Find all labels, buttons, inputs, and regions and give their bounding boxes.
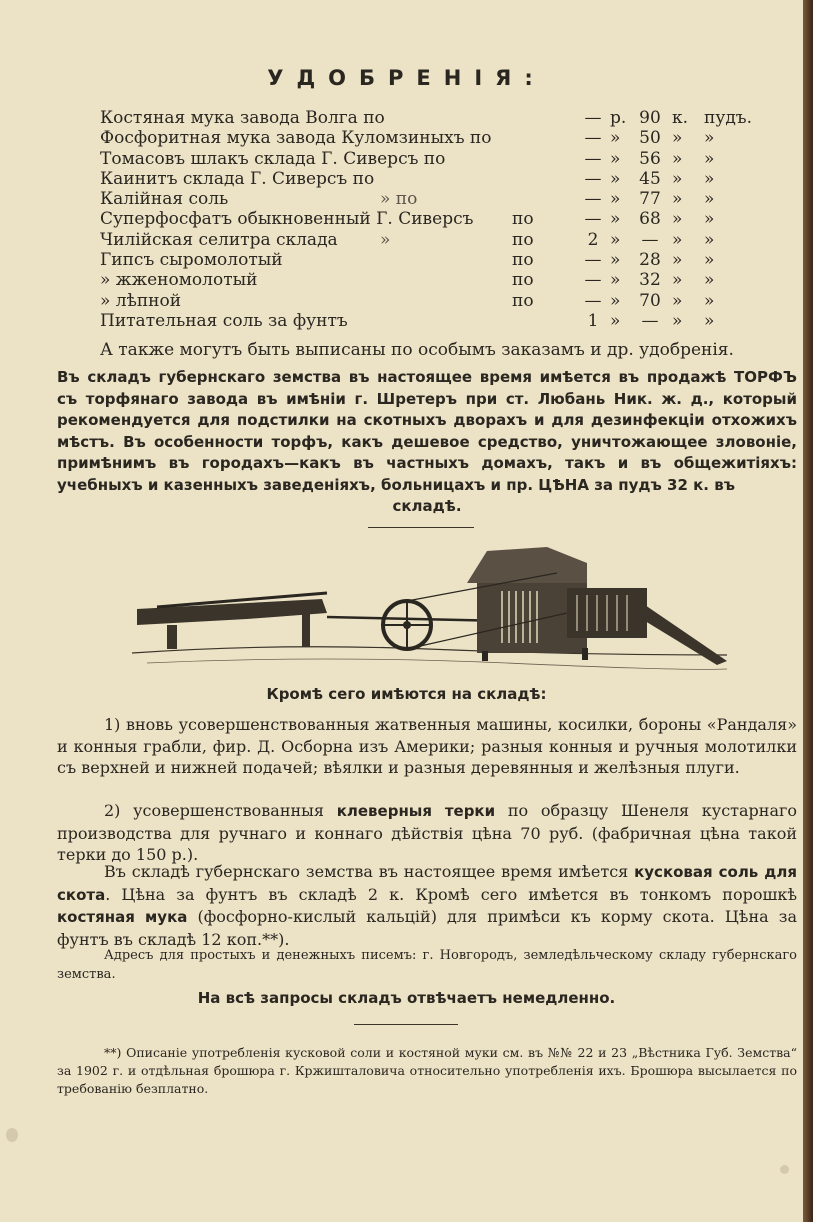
salt-paragraph bbox=[57, 861, 797, 950]
product-pre: » bbox=[380, 229, 391, 250]
price-kop-unit: » bbox=[672, 128, 683, 149]
price-rub-unit: » bbox=[610, 209, 621, 230]
peat-announcement bbox=[57, 367, 797, 518]
price-kop-unit: » bbox=[672, 250, 683, 271]
footnote-text: **) Описаніе употребленія кусковой соли и костяной муки см. въ №№ 22 и 23 „Вѣстника Губ. Земства“ за 1902 г. и отдѣльная брошюра г. Кржишталовича относительно употребленія ихъ. Брошюра высылается по требованію безплатно. bbox=[57, 1045, 797, 1096]
product-name: Каинитъ склада Г. Сиверсъ по bbox=[100, 168, 375, 189]
price-rubles: — bbox=[584, 168, 602, 189]
price-kop-unit: к. bbox=[672, 108, 689, 128]
price-rubles: — bbox=[584, 290, 602, 311]
price-per-unit: » bbox=[704, 310, 715, 331]
item-1-text: 1) вновь усовершенствованныя жатвенныя машины, косилки, бороны «Рандаля» и конныя грабли, фир. Д. Осборна изъ Америки; разныя конныя и ручныя молотилки съ верхней и нижней подачей; вѣялки и разныя деревянныя и желѣзныя плуги. bbox=[57, 715, 797, 777]
price-rubles: — bbox=[584, 128, 602, 149]
price-rubles: 1 bbox=[587, 310, 599, 331]
peat-text: Въ складъ губернскаго земства въ настоящее время имѣется въ продажѣ ТОРФЪ съ торфянаго завода въ имѣніи г. Шретеръ при ст. Любань Ник. ж. д., который рекомендуется для подстилки на скотныхъ дворахъ и для дезинфекціи отхожихъ мѣстъ. Въ особенности торфъ, какъ дешевое средство, уничтожающее зловоніе, примѣнимъ въ городахъ—какъ въ частныхъ домахъ, такъ и въ общежитіяхъ: учебныхъ и казенныхъ заведеніяхъ, больницахъ и пр. ЦѢНА за пудъ 32 к. въ bbox=[57, 368, 797, 494]
price-rub-unit: » bbox=[610, 290, 621, 311]
footnote bbox=[57, 1044, 797, 1098]
product-po: по bbox=[512, 229, 534, 250]
product-name: » жженомолотый bbox=[100, 270, 258, 291]
price-rubles: — bbox=[584, 148, 602, 169]
price-kopecks: 32 bbox=[639, 270, 661, 291]
price-rub-unit: » bbox=[610, 168, 621, 189]
salt-p2: . Цѣна за фунтъ въ складѣ 2 к. Кромѣ сего имѣется въ тонкомъ порошкѣ bbox=[105, 884, 797, 904]
price-rubles: — bbox=[584, 270, 602, 291]
product-name: Томасовъ шлакъ склада Г. Сиверсъ по bbox=[100, 148, 446, 169]
product-name: Гипсъ сыромолотый bbox=[100, 250, 283, 271]
price-kop-unit: » bbox=[672, 168, 683, 189]
book-spine-edge bbox=[803, 0, 813, 1222]
price-kopecks: 28 bbox=[639, 250, 661, 271]
price-per-unit: пудъ. bbox=[704, 108, 753, 128]
price-row bbox=[100, 250, 760, 270]
price-kop-unit: » bbox=[672, 270, 683, 291]
price-per-unit: » bbox=[704, 189, 715, 210]
price-row bbox=[100, 189, 760, 209]
item-2-text bbox=[57, 800, 797, 866]
price-note: А также могутъ быть выписаны по особымъ заказамъ и др. удобренія. bbox=[100, 340, 734, 360]
price-per-unit: » bbox=[704, 148, 715, 169]
item-2-pre: 2) усовершенствованныя bbox=[104, 801, 337, 820]
section-heading: Кромѣ сего имѣются на складѣ: bbox=[266, 685, 547, 703]
price-rub-unit: » bbox=[610, 250, 621, 271]
price-kop-unit: » bbox=[672, 209, 683, 230]
divider bbox=[368, 527, 474, 528]
price-kopecks: 45 bbox=[639, 168, 661, 189]
product-po: по bbox=[512, 270, 534, 291]
price-row bbox=[100, 169, 760, 189]
price-row bbox=[100, 209, 760, 229]
price-kop-unit: » bbox=[672, 310, 683, 331]
product-name: Фосфоритная мука завода Куломзиныхъ по bbox=[100, 128, 492, 149]
threshing-machine-illustration bbox=[127, 543, 732, 683]
salt-text bbox=[57, 861, 797, 950]
price-kop-unit: » bbox=[672, 229, 683, 250]
price-kop-unit: » bbox=[672, 148, 683, 169]
price-rubles: — bbox=[584, 209, 602, 230]
paper-stain bbox=[6, 1128, 18, 1142]
product-pre: » по bbox=[380, 189, 418, 210]
salt-p1: Въ складѣ губернскаго земства въ настоящее время имѣется bbox=[104, 862, 635, 881]
paper-stain bbox=[780, 1165, 789, 1174]
price-kopecks: 68 bbox=[639, 209, 661, 230]
price-per-unit: » bbox=[704, 229, 715, 250]
product-name: Суперфосфатъ обыкновенный Г. Сиверсъ bbox=[100, 209, 474, 230]
salt-b1: кусковая соль для скота bbox=[57, 863, 797, 904]
product-po: по bbox=[512, 209, 534, 230]
price-kop-unit: » bbox=[672, 189, 683, 210]
price-kopecks: — bbox=[641, 229, 659, 250]
product-po: по bbox=[512, 250, 534, 271]
price-rubles: — bbox=[584, 250, 602, 271]
price-per-unit: » bbox=[704, 209, 715, 230]
item-2 bbox=[57, 800, 797, 866]
product-name: » лѣпной bbox=[100, 290, 182, 311]
price-rubles: — bbox=[584, 189, 602, 210]
price-rub-unit: » bbox=[610, 128, 621, 149]
price-rub-unit: » bbox=[610, 229, 621, 250]
price-row bbox=[100, 270, 760, 290]
item-1 bbox=[57, 714, 797, 779]
price-kopecks: 56 bbox=[639, 148, 661, 169]
product-name: Чилійская селитра склада bbox=[100, 229, 338, 250]
salt-p3: (фосфорно-кислый кальцій) для примѣси къ корму скота. Цѣна за фунтъ въ складѣ 12 коп.**). bbox=[57, 907, 797, 949]
salt-b2: костяная мука bbox=[57, 908, 188, 926]
price-kopecks: — bbox=[641, 310, 659, 331]
price-per-unit: » bbox=[704, 128, 715, 149]
address-text: Адресъ для простыхъ и денежныхъ писемъ: г. Новгородъ, земледѣльческому складу губернскаго земства. bbox=[57, 948, 797, 982]
product-po: по bbox=[512, 290, 534, 311]
price-rub-unit: » bbox=[610, 148, 621, 169]
price-list bbox=[100, 108, 760, 331]
page-title: УДОБРЕНІЯ: bbox=[267, 66, 546, 90]
price-row bbox=[100, 108, 760, 128]
price-rub-unit: р. bbox=[610, 108, 627, 128]
price-rub-unit: » bbox=[610, 270, 621, 291]
product-name: Питательная соль за фунтъ bbox=[100, 310, 348, 331]
price-row bbox=[100, 149, 760, 169]
peat-text-end: складѣ. bbox=[392, 497, 462, 515]
price-row bbox=[100, 311, 760, 331]
product-name: Костяная мука завода Волга по bbox=[100, 108, 385, 128]
price-kopecks: 70 bbox=[639, 290, 661, 311]
price-rub-unit: » bbox=[610, 310, 621, 331]
price-rubles: 2 bbox=[587, 229, 599, 250]
price-row bbox=[100, 230, 760, 250]
price-rubles: — bbox=[584, 108, 602, 128]
price-per-unit: » bbox=[704, 290, 715, 311]
product-name: Калійная соль bbox=[100, 189, 229, 210]
divider bbox=[354, 1024, 458, 1025]
price-per-unit: » bbox=[704, 250, 715, 271]
price-kop-unit: » bbox=[672, 290, 683, 311]
price-kopecks: 50 bbox=[639, 128, 661, 149]
item-2-bold: клеверныя терки bbox=[336, 802, 496, 820]
item-2-post: по образцу Шенеля кустарнаго производства для ручнаго и коннаго дѣйствія цѣна 70 руб. (фабричная цѣна такой терки до 150 р.). bbox=[57, 801, 798, 864]
price-kopecks: 90 bbox=[639, 108, 661, 128]
price-per-unit: » bbox=[704, 270, 715, 291]
price-kopecks: 77 bbox=[639, 189, 661, 210]
price-per-unit: » bbox=[704, 168, 715, 189]
address bbox=[57, 946, 797, 984]
price-row bbox=[100, 291, 760, 311]
price-rub-unit: » bbox=[610, 189, 621, 210]
reply-note: На всѣ запросы складъ отвѣчаетъ немедленно. bbox=[197, 989, 616, 1007]
price-row bbox=[100, 128, 760, 148]
